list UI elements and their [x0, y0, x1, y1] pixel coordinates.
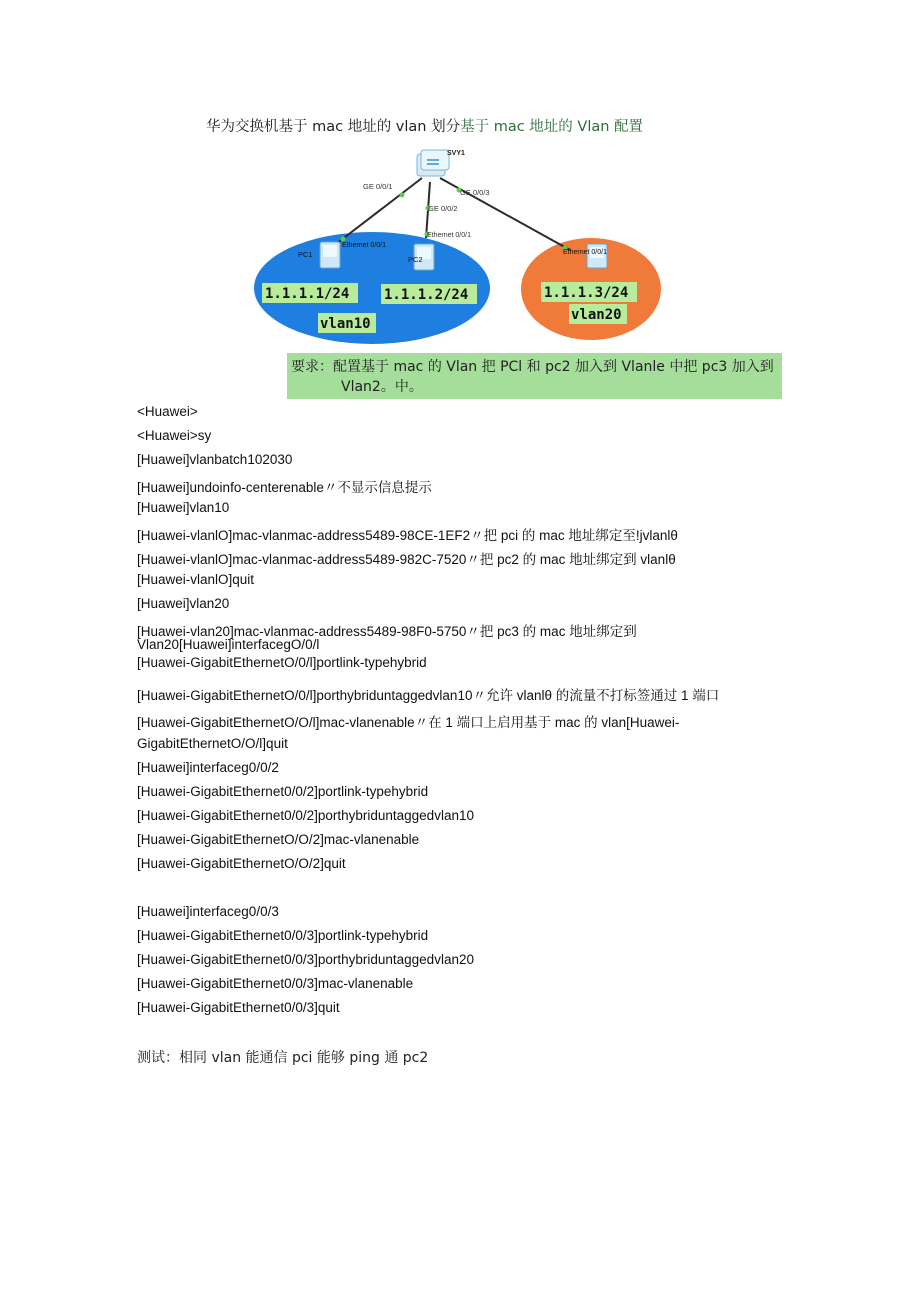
requirement-line-1: 要求：配置基于 mac 的 Vlan 把 PCl 和 pc2 加入到 Vlanle 中把 pc3 加入到 [291, 359, 774, 375]
command-line: [Huawei]vlan10 [137, 500, 230, 515]
command-line: [Huawei-GigabitEthernet0/0/2]portlink-typehybrid [137, 784, 429, 799]
network-topology-diagram [250, 138, 670, 348]
test-note: 测试：相同 vlan 能通信 pci 能够 ping 通 pc2 [137, 1050, 429, 1066]
requirement-box [287, 353, 782, 399]
page-title [206, 115, 643, 136]
port-dot-ge1 [400, 193, 405, 198]
port-label-ge2: GE 0/0/2 [428, 204, 458, 213]
command-line: [Huawei-GigabitEthernet0/0/3]porthybriduntaggedvlan20 [137, 952, 474, 967]
command-line: [Huawei-GigabitEthernetO/O/2]quit [137, 856, 346, 871]
switch-icon [417, 150, 449, 176]
port-dot-pc1 [341, 237, 346, 242]
title-main: 华为交换机基于 mac 地址的 vlan 划分 [206, 119, 461, 135]
vlan10-label: vlan10 [320, 316, 371, 332]
command-line: <Huawei>sy [137, 428, 212, 443]
command-line: [Huawei-vlanlO]mac-vlanmac-address5489-982C-7520〃把 pc2 的 mac 地址绑定到 vlanlθ [137, 552, 676, 567]
ip-pc2: 1.1.1.2/24 [384, 287, 469, 303]
ip-pc3: 1.1.1.3/24 [544, 285, 629, 301]
command-line: [Huawei-GigabitEthernet0/0/3]mac-vlanenable [137, 976, 414, 991]
pc2-port-label: Ethernet 0/0/1 [427, 232, 471, 239]
ip-pc1: 1.1.1.1/24 [265, 286, 350, 302]
command-line: [Huawei]undoinfo-centerenable〃不显示信息提示 [137, 480, 432, 495]
command-line: [Huawei-GigabitEthernet0/0/3]portlink-typehybrid [137, 928, 429, 943]
pc1-icon [320, 242, 340, 268]
requirement-line-2: Vlan2。中。 [341, 379, 423, 395]
switch-label: SVY1 [447, 150, 465, 157]
vlan20-label: vlan20 [571, 307, 622, 323]
command-line: GigabitEthernetO/O/l]quit [137, 736, 288, 751]
command-line: [Huawei-GigabitEthernetO/0/l]portlink-typehybrid [137, 655, 427, 670]
command-line: Vlan20[Huawei]interfacegO/0/l [137, 637, 320, 652]
command-line: [Huawei]interfaceg0/0/3 [137, 904, 279, 919]
command-line: [Huawei]vlanbatch102030 [137, 452, 293, 467]
command-line: [Huawei-GigabitEthernet0/0/3]quit [137, 1000, 340, 1015]
command-line: [Huawei-GigabitEthernetO/0/l]porthybriduntaggedvlan10〃允许 vlanlθ 的流量不打标签通过 1 端口 [137, 688, 720, 703]
command-line: [Huawei-GigabitEthernetO/O/l]mac-vlanenable〃在 1 端口上启用基于 mac 的 vlan[Huawei- [137, 715, 680, 730]
command-line: [Huawei-vlanlO]mac-vlanmac-address5489-98CE-1EF2〃把 pci 的 mac 地址绑定至!jvlanlθ [137, 528, 678, 543]
pc2-label: PC2 [408, 255, 423, 264]
port-label-ge1: GE 0/0/1 [363, 182, 393, 191]
command-line: [Huawei]vlan20 [137, 596, 230, 611]
command-line: [Huawei-GigabitEthernetO/O/2]mac-vlanenable [137, 832, 420, 847]
command-line: [Huawei-vlanlO]quit [137, 572, 255, 587]
command-line: <Huawei> [137, 404, 198, 419]
command-line: [Huawei-vlan20]mac-vlanmac-address5489-98F0-5750〃把 pc3 的 mac 地址绑定到 [137, 624, 637, 639]
pc3-port-label: Ethernet 0/0/1 [563, 249, 607, 256]
pc1-label: PC1 [298, 250, 313, 259]
command-line: [Huawei]interfaceg0/0/2 [137, 760, 279, 775]
pc1-port-label: Ethernet 0/0/1 [342, 242, 386, 249]
command-line: [Huawei-GigabitEthernet0/0/2]porthybriduntaggedvlan10 [137, 808, 474, 823]
title-sub: 基于 mac 地址的 Vlan 配置 [460, 119, 644, 135]
pc3-icon [587, 244, 607, 268]
port-label-ge3: GE 0/0/3 [460, 188, 490, 197]
